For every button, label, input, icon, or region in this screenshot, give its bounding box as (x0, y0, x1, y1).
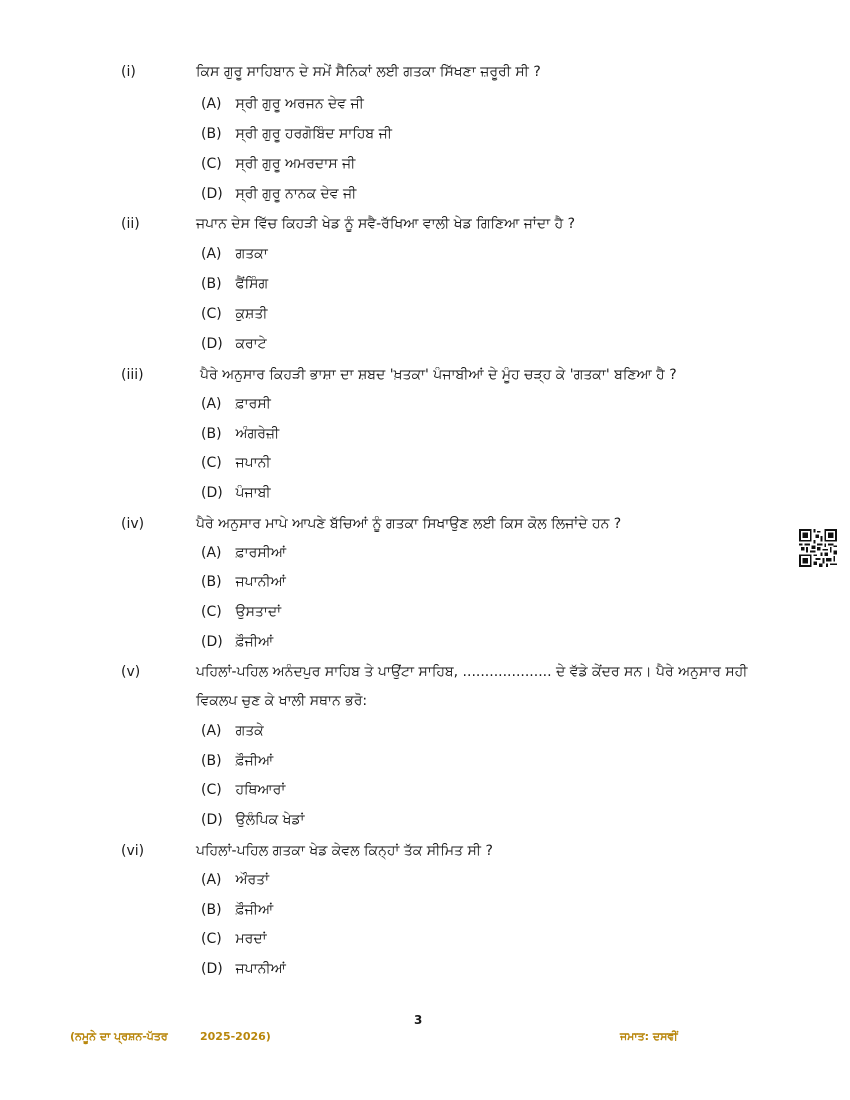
footer-paper-title: (ਨਮੂਨੇ ਦਾ ਪ੍ਰਸ਼ਨ-ਪੱਤਰ (70, 1030, 168, 1043)
option-label: (D) (201, 336, 223, 352)
option-text: ਸ੍ਰੀ ਗੁਰੂ ਹਰਗੋਬਿੰਦ ਸਾਹਿਬ ਜੀ (235, 126, 392, 142)
option-label: (B) (201, 276, 222, 292)
question-text: ਪਹਿਲਾਂ-ਪਹਿਲ ਗਤਕਾ ਖੇਡ ਕੇਵਲ ਕਿਨ੍ਹਾਂ ਤੱਕ ਸੀਮਿਤ ਸੀ ? (196, 843, 493, 859)
option (201, 634, 273, 650)
option (201, 396, 271, 412)
question-number: (i) (121, 64, 136, 80)
option-label: (C) (201, 931, 222, 947)
option-text: ਪੰਜਾਬੀ (235, 485, 271, 501)
option (201, 574, 286, 590)
option-label: (C) (201, 782, 222, 798)
question-number: (iii) (121, 367, 144, 383)
option-text: ਉਸਤਾਦਾਂ (235, 604, 282, 620)
option-text: ਗਤਕਾ (235, 246, 268, 262)
option-label: (B) (201, 902, 222, 918)
option (201, 126, 392, 142)
option (201, 753, 273, 769)
page-number: 3 (414, 1013, 423, 1027)
option-label: (C) (201, 604, 222, 620)
question-text: ਪੈਰੇ ਅਨੁਸਾਰ ਕਿਹੜੀ ਭਾਸ਼ਾ ਦਾ ਸ਼ਬਦ 'ਖ਼ਤਕਾ' ਪੰਜਾਬੀਆਂ ਦੇ ਮੂੰਹ ਚੜ੍ਹ ਕੇ 'ਗਤਕਾ' ਬਣਿਆ ਹੈ ? (200, 367, 677, 383)
option (201, 723, 264, 739)
option-text: ਕੁਸ਼ਤੀ (235, 306, 268, 322)
option-label: (A) (201, 723, 222, 739)
option-text: ਫ਼ਾਰਸੀ (235, 396, 271, 412)
option-text: ਫ਼ਾਰਸੀਆਂ (235, 545, 287, 561)
option-label: (D) (201, 961, 223, 977)
option-label: (C) (201, 306, 222, 322)
option-text: ਸ੍ਰੀ ਗੁਰੂ ਨਾਨਕ ਦੇਵ ਜੀ (235, 186, 357, 202)
option-label: (A) (201, 246, 222, 262)
question-text: ਕਿਸ ਗੁਰੂ ਸਾਹਿਬਾਨ ਦੇ ਸਮੇਂ ਸੈਨਿਕਾਂ ਲਈ ਗਤਕਾ ਸਿੱਖਣਾ ਜ਼ਰੂਰੀ ਸੀ ? (196, 64, 541, 80)
option (201, 96, 364, 112)
option-label: (D) (201, 812, 223, 828)
option (201, 782, 285, 798)
option (201, 545, 286, 561)
option-text: ਜਪਾਨੀ (235, 455, 271, 471)
option-label: (A) (201, 872, 222, 888)
question-text: ਜਪਾਨ ਦੇਸ ਵਿੱਚ ਕਿਹੜੀ ਖੇਡ ਨੂੰ ਸਵੈ-ਰੱਖਿਆ ਵਾਲੀ ਖੇਡ ਗਿਣਿਆ ਜਾਂਦਾ ਹੈ ? (196, 216, 576, 232)
option-text: ਫ਼ੌਜੀਆਂ (235, 902, 274, 918)
option-label: (D) (201, 186, 223, 202)
option-text: ਫੈਂਸਿੰਗ (235, 276, 269, 292)
option-text: ਜਪਾਨੀਆਂ (235, 961, 286, 977)
option (201, 902, 273, 918)
option (201, 455, 271, 471)
option-label: (B) (201, 574, 222, 590)
option-text: ਕਰਾਟੇ (235, 336, 267, 352)
option-text: ਸ੍ਰੀ ਗੁਰੂ ਅਮਰਦਾਸ ਜੀ (235, 156, 356, 172)
option-text: ਗਤਕੇ (235, 723, 264, 739)
option-text: ਅੰਗਰੇਜ਼ੀ (235, 426, 280, 442)
footer-class: ਜਮਾਤ: ਦਸਵੀਂ (620, 1030, 678, 1043)
question-text: ਪਹਿਲਾਂ-ਪਹਿਲ ਅਨੰਦਪੁਰ ਸਾਹਿਬ ਤੇ ਪਾਉਂਟਾ ਸਾਹਿਬ, .................... ਦੇ ਵੱਡੇ ਕੇਂਦਰ ਸਨ। ਪੈਰੇ ਅਨੁਸਾਰ ਸਹੀ ਵਿਕਲਪ ਚੁਣ ਕੇ ਖਾਲੀ ਸਥਾਨ ਭਰੋ: (196, 664, 748, 709)
option (201, 306, 268, 322)
option (201, 604, 281, 620)
question-number: (ii) (121, 216, 140, 232)
option (201, 812, 305, 828)
option-text: ਫ਼ੌਜੀਆਂ (235, 634, 274, 650)
option (201, 961, 286, 977)
option-text: ਜਪਾਨੀਆਂ (235, 574, 286, 590)
question-number: (v) (121, 664, 141, 680)
option-label: (D) (201, 634, 223, 650)
option-text: ਫ਼ੌਜੀਆਂ (235, 753, 274, 769)
option-text: ਸ੍ਰੀ ਗੁਰੂ ਅਰਜਨ ਦੇਵ ਜੀ (235, 96, 364, 112)
option-label: (A) (201, 545, 222, 561)
option-label: (A) (201, 96, 222, 112)
option (201, 276, 268, 292)
option-label: (C) (201, 455, 222, 471)
option (201, 485, 271, 501)
option-text: ਉਲੰਪਿਕ ਖੇਡਾਂ (235, 812, 305, 828)
qr-code-icon (799, 529, 837, 567)
option (201, 156, 355, 172)
option (201, 426, 279, 442)
option (201, 186, 356, 202)
option-label: (C) (201, 156, 222, 172)
option (201, 872, 269, 888)
option (201, 246, 268, 262)
option-label: (B) (201, 126, 222, 142)
option-label: (B) (201, 753, 222, 769)
question-number: (vi) (121, 843, 145, 859)
question-number: (iv) (121, 516, 145, 532)
option (201, 931, 267, 947)
footer-year: 2025-2026) (200, 1030, 271, 1043)
option-label: (D) (201, 485, 223, 501)
question-text: ਪੈਰੇ ਅਨੁਸਾਰ ਮਾਪੇ ਆਪਣੇ ਬੱਚਿਆਂ ਨੂੰ ਗਤਕਾ ਸਿਖਾਉਣ ਲਈ ਕਿਸ ਕੋਲ ਲਿਜਾਂਦੇ ਹਨ ? (196, 516, 622, 532)
option-label: (B) (201, 426, 222, 442)
option (201, 336, 267, 352)
option-text: ਔਰਤਾਂ (235, 872, 270, 888)
option-label: (A) (201, 396, 222, 412)
option-text: ਮਰਦਾਂ (235, 931, 267, 947)
option-text: ਹਥਿਆਰਾਂ (235, 782, 286, 798)
